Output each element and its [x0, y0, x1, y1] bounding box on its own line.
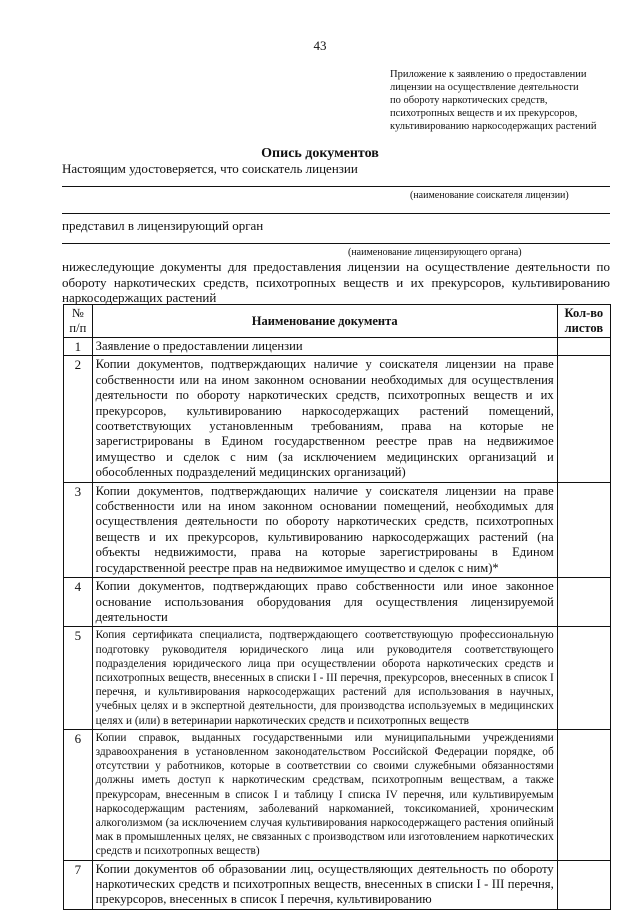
row-num: 2	[64, 356, 93, 482]
row-num: 3	[64, 482, 93, 577]
row-name: Копии документов, подтверждающих наличие у соискателя лицензии на праве собственности или на ином законном основании помещений, необходимых для осуществления деятельности по обороту наркотических средств, психотропных веществ и их прекурсоров, культивированию наркосодержащих растений (на объекты недвижимости, права на которые зарегистрированы в Едином государственной реестре прав на недвижимое имущество и сделок с ним)*	[92, 482, 557, 577]
appendix-line: по обороту наркотических средств,	[390, 95, 548, 106]
table-header-row	[64, 305, 611, 338]
row-qty[interactable]	[557, 729, 610, 860]
header-name: Наименование документа	[92, 305, 557, 338]
row-name: Копии справок, выданных государственными или муниципальными учреждениями здравоохранения в установленном законодательством Российской Федерации порядке, об отсутствии у работников, которые в соответствии со своими служебными обязанностями должны иметь доступ к наркотическим средствам, психотропным веществам, а также прекурсорам, внесенным в список I и таблицу I списка IV перечня, или культивируемым наркосодержащим растениям, заболеваний наркоманией, токсикоманией, хроническим алкоголизмом (за исключением случая культивирования наркосодержащего растения опийный мак в промышленных целях, не связанных с производством или изготовлением наркотических средств и психотропных веществ)	[92, 729, 557, 860]
row-qty[interactable]	[557, 627, 610, 729]
row-num: 6	[64, 729, 93, 860]
applicant-caption: (наименование соискателя лицензии)	[410, 190, 569, 201]
table-row	[64, 482, 611, 577]
row-qty[interactable]	[557, 356, 610, 482]
table-row	[64, 356, 611, 482]
appendix-note	[390, 68, 620, 133]
applicant-line	[62, 186, 610, 187]
row-name: Копии документов, подтверждающих наличие у соискателя лицензии на праве собственности или на ином законном основании необходимых для осуществления деятельности по обороту наркотических средств, психотропных веществ и их прекурсоров, культивированию наркосодержащих растений помещений, соответствующих установленным требованиям, права на которые не зарегистрированы в Едином государственном реестре прав на недвижимое имущество и сделок с ним (за исключением медицинских организаций и обособленных подразделений медицинских организаций)	[92, 356, 557, 482]
row-name: Копии документов, подтверждающих право собственности или иное законное основание использования оборудования для осуществления лицензируемой деятельности	[92, 578, 557, 627]
row-num: 1	[64, 338, 93, 356]
appendix-line: Приложение к заявлению о предоставлении	[390, 69, 587, 80]
appendix-line: лицензии на осуществление деятельности	[390, 82, 579, 93]
header-num: № п/п	[64, 305, 93, 338]
row-name: Копия сертификата специалиста, подтверждающего соответствующую профессиональную подготовку руководителя юридического лица или руководителя соответствующего подразделения юридического лица при осуществлении оборота наркотических средств и психотропных веществ, внесенных в списки I - III перечня, прекурсоров, внесенных в список I перечня, и культивирования наркосодержащих растений для использования в научных, учебных целях и в экспертной деятельности, для производства используемых в медицинских целях и (или) в ветеринарии наркотических средств и психотропных веществ	[92, 627, 557, 729]
row-qty[interactable]	[557, 578, 610, 627]
documents-table	[63, 304, 611, 910]
row-num: 7	[64, 860, 93, 909]
appendix-line: психотропных веществ и их прекурсоров,	[390, 108, 578, 119]
table-row	[64, 338, 611, 356]
intro-text: нижеследующие документы для предоставления лицензии на осуществление деятельности по обороту наркотических средств, психотропных веществ и их прекурсоров, культивированию наркосодержащих растений	[62, 259, 610, 305]
row-name: Копии документов об образовании лиц, осуществляющих деятельность по обороту наркотических средств и психотропных веществ, внесенных в списки I - III перечня, прекурсоров, внесенных в список I перечня, культивированию	[92, 860, 557, 909]
appendix-line: культивированию наркосодержащих растений	[390, 121, 597, 132]
authority-line	[62, 243, 610, 244]
table-row	[64, 578, 611, 627]
header-qty: Кол-во листов	[557, 305, 610, 338]
page-number: 43	[313, 38, 327, 53]
submitted-text: представил в лицензирующий орган	[62, 218, 264, 233]
row-name: Заявление о предоставлении лицензии	[92, 338, 557, 356]
table-row	[64, 729, 611, 860]
row-qty[interactable]	[557, 482, 610, 577]
row-qty[interactable]	[557, 338, 610, 356]
certify-text: Настоящим удостоверяется, что соискатель лицензии	[62, 161, 358, 176]
document-title: Опись документов	[261, 146, 379, 161]
row-qty[interactable]	[557, 860, 610, 909]
table-row	[64, 860, 611, 909]
table-row	[64, 627, 611, 729]
row-num: 5	[64, 627, 93, 729]
applicant-line-2	[62, 213, 610, 214]
row-num: 4	[64, 578, 93, 627]
authority-caption: (наименование лицензирующего органа)	[348, 247, 522, 258]
